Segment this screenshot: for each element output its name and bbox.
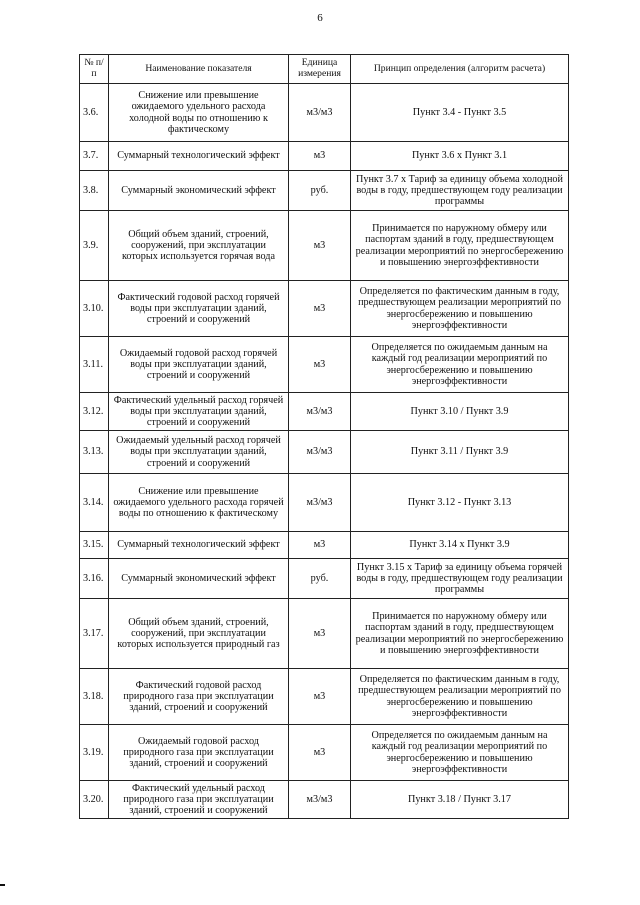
row-principle: Пункт 3.10 / Пункт 3.9 — [351, 393, 569, 431]
row-indicator-name: Фактический годовой расход природного газа при эксплуатации зданий, строений и сооружений — [109, 669, 289, 725]
table-row — [80, 474, 569, 532]
row-principle: Принимается по наружному обмеру или паспортам зданий в году, предшествующем реализации мероприятий по энергосбережению и повышению энергоэффективности — [351, 211, 569, 281]
row-indicator-name: Ожидаемый удельный расход горячей воды при эксплуатации зданий, строений и сооружений — [109, 431, 289, 474]
header-number: № п/п — [80, 55, 109, 84]
table-row — [80, 725, 569, 781]
row-unit: руб. — [289, 171, 351, 211]
row-principle: Пункт 3.4 - Пункт 3.5 — [351, 84, 569, 142]
row-unit: м3 — [289, 211, 351, 281]
row-unit: м3/м3 — [289, 781, 351, 819]
row-unit: м3/м3 — [289, 431, 351, 474]
row-principle: Пункт 3.18 / Пункт 3.17 — [351, 781, 569, 819]
table-row — [80, 669, 569, 725]
table-row — [80, 211, 569, 281]
row-indicator-name: Суммарный технологический эффект — [109, 532, 289, 559]
row-unit: м3 — [289, 337, 351, 393]
row-indicator-name: Общий объем зданий, строений, сооружений, при эксплуатации которых используется природный газ — [109, 599, 289, 669]
table-row — [80, 431, 569, 474]
row-number: 3.15. — [80, 532, 109, 559]
row-principle: Определяется по ожидаемым данным на каждый год реализации мероприятий по энергосбережению и повышению энергоэффективности — [351, 725, 569, 781]
header-unit: Единица измерения — [289, 55, 351, 84]
table-row — [80, 532, 569, 559]
row-number: 3.16. — [80, 559, 109, 599]
row-indicator-name: Суммарный экономический эффект — [109, 559, 289, 599]
row-number: 3.20. — [80, 781, 109, 819]
row-unit: м3 — [289, 669, 351, 725]
row-number: 3.13. — [80, 431, 109, 474]
row-unit: м3 — [289, 599, 351, 669]
table-row — [80, 281, 569, 337]
row-indicator-name: Суммарный экономический эффект — [109, 171, 289, 211]
row-principle: Пункт 3.12 - Пункт 3.13 — [351, 474, 569, 532]
table-header-row — [80, 55, 569, 84]
row-indicator-name: Фактический годовой расход горячей воды при эксплуатации зданий, строений и сооружений — [109, 281, 289, 337]
table-row — [80, 171, 569, 211]
row-number: 3.7. — [80, 142, 109, 171]
row-principle: Принимается по наружному обмеру или паспортам зданий в году, предшествующем реализации мероприятий по энергосбережению и повышению энергоэффективности — [351, 599, 569, 669]
row-indicator-name: Суммарный технологический эффект — [109, 142, 289, 171]
row-principle: Пункт 3.6 х Пункт 3.1 — [351, 142, 569, 171]
row-indicator-name: Общий объем зданий, строений, сооружений, при эксплуатации которых используется горячая вода — [109, 211, 289, 281]
row-indicator-name: Ожидаемый годовой расход горячей воды при эксплуатации зданий, строений и сооружений — [109, 337, 289, 393]
page-number: 6 — [317, 12, 323, 24]
row-number: 3.18. — [80, 669, 109, 725]
row-principle: Пункт 3.11 / Пункт 3.9 — [351, 431, 569, 474]
row-principle: Определяется по фактическим данным в году, предшествующем реализации мероприятий по энергосбережению и повышению энергоэффективности — [351, 281, 569, 337]
row-number: 3.8. — [80, 171, 109, 211]
row-principle: Пункт 3.7 х Тариф за единицу объема холодной воды в году, предшествующем году реализации программы — [351, 171, 569, 211]
row-number: 3.11. — [80, 337, 109, 393]
row-principle: Пункт 3.14 х Пункт 3.9 — [351, 532, 569, 559]
row-principle: Определяется по фактическим данным в году, предшествующем реализации мероприятий по энергосбережению и повышению энергоэффективности — [351, 669, 569, 725]
row-unit: м3 — [289, 281, 351, 337]
row-indicator-name: Снижение или превышение ожидаемого удельного расхода холодной воды по отношению к фактическому — [109, 84, 289, 142]
table-row — [80, 559, 569, 599]
indicators-table — [79, 54, 569, 819]
table-row — [80, 599, 569, 669]
row-unit: руб. — [289, 559, 351, 599]
row-unit: м3/м3 — [289, 474, 351, 532]
row-number: 3.6. — [80, 84, 109, 142]
row-unit: м3/м3 — [289, 393, 351, 431]
row-indicator-name: Ожидаемый годовой расход природного газа при эксплуатации зданий, строений и сооружений — [109, 725, 289, 781]
row-principle: Пункт 3.15 х Тариф за единицу объема горячей воды в году, предшествующем году реализации программы — [351, 559, 569, 599]
table-row — [80, 393, 569, 431]
table-row — [80, 337, 569, 393]
row-indicator-name: Фактический удельный расход природного газа при эксплуатации зданий, строений и сооружений — [109, 781, 289, 819]
header-indicator-name: Наименование показателя — [109, 55, 289, 84]
row-indicator-name: Снижение или превышение ожидаемого удельного расхода горячей воды по отношению к фактическому — [109, 474, 289, 532]
row-number: 3.12. — [80, 393, 109, 431]
table-row — [80, 142, 569, 171]
row-principle: Определяется по ожидаемым данным на каждый год реализации мероприятий по энергосбережению и повышению энергоэффективности — [351, 337, 569, 393]
table-row — [80, 84, 569, 142]
header-principle: Принцип определения (алгоритм расчета) — [351, 55, 569, 84]
row-number: 3.14. — [80, 474, 109, 532]
row-unit: м3 — [289, 725, 351, 781]
row-unit: м3 — [289, 532, 351, 559]
row-number: 3.19. — [80, 725, 109, 781]
row-number: 3.17. — [80, 599, 109, 669]
row-indicator-name: Фактический удельный расход горячей воды при эксплуатации зданий, строений и сооружений — [109, 393, 289, 431]
scan-margin-mark — [0, 884, 5, 886]
row-unit: м3/м3 — [289, 84, 351, 142]
table-row — [80, 781, 569, 819]
row-number: 3.10. — [80, 281, 109, 337]
row-number: 3.9. — [80, 211, 109, 281]
row-unit: м3 — [289, 142, 351, 171]
